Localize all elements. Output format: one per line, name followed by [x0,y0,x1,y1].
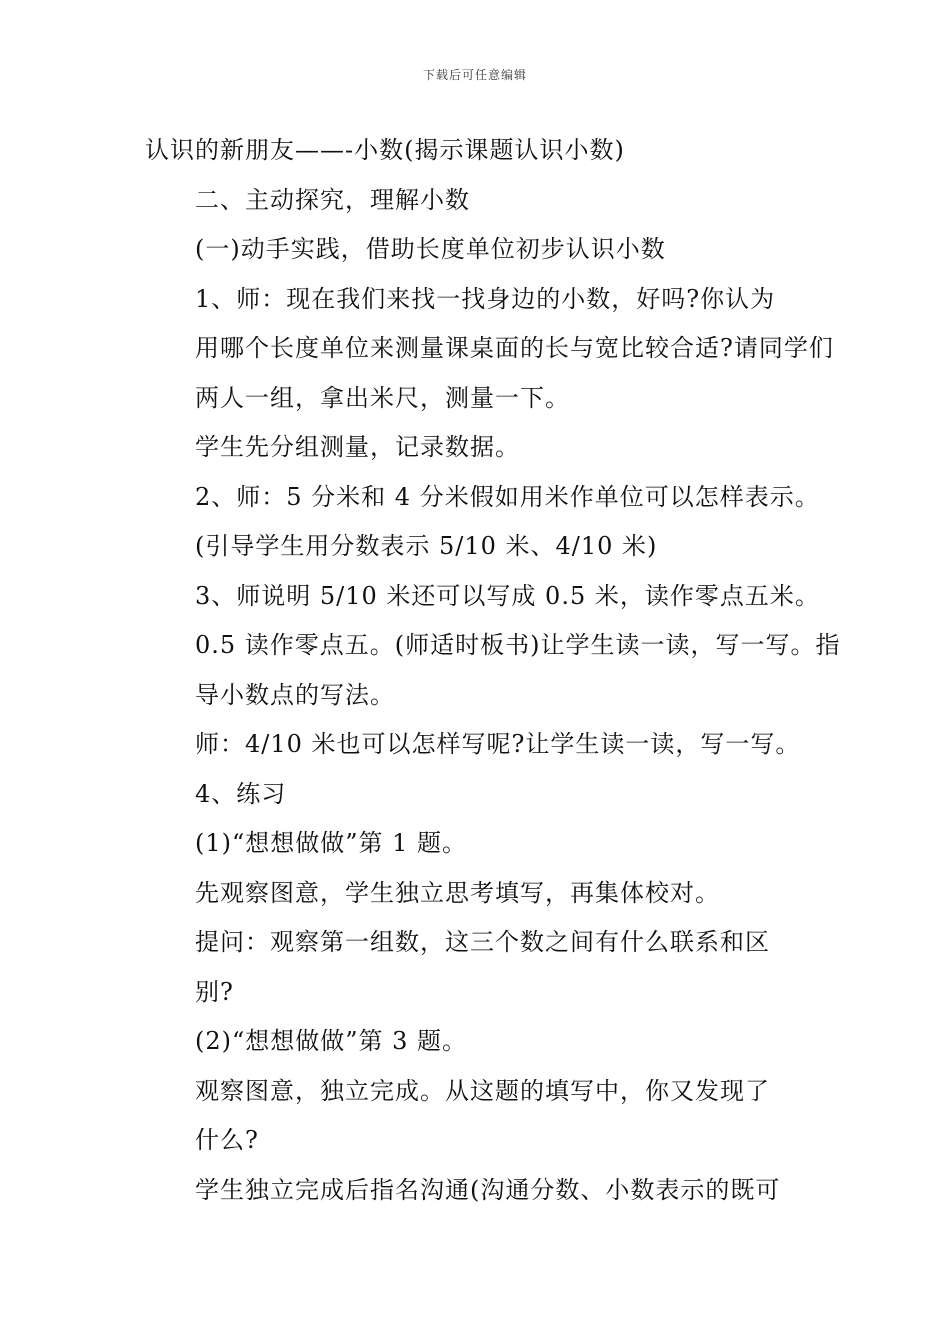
paragraph [145,572,841,721]
text-line: 2、师：5 分米和 4 分米假如用米作单位可以怎样表示。 [195,482,820,511]
text-line: 学生独立完成后指名沟通(沟通分数、小数表示的既可 [195,1175,781,1204]
text-line: 0.5 读作零点五。(师适时板书)让学生读一读，写一写。指 [195,631,841,659]
paragraph [145,918,825,1017]
text-line: (1)“想想做做”第 1 题。 [195,829,468,857]
paragraph [145,770,825,820]
text-line: 学生先分组测量，记录数据。 [195,433,520,461]
text-line: 别? [195,977,234,1006]
paragraph [145,275,834,424]
text-line: 师：4/10 米也可以怎样写呢?让学生读一读，写一写。 [195,730,801,758]
text-line: 提问：观察第一组数，这三个数之间有什么联系和区 [195,928,770,956]
text-line: 两人一组，拿出米尺，测量一下。 [195,383,570,412]
paragraph [145,869,825,919]
paragraph [145,720,825,770]
text-line: 3、师说明 5/10 米还可以写成 0.5 米，读作零点五米。 [195,581,820,610]
text-line: (引导学生用分数表示 5/10 米、4/10 米) [195,532,658,560]
text-line: 观察图意，独立完成。从这题的填写中，你又发现了 [195,1076,770,1105]
text-line: 二、主动探究，理解小数 [195,185,470,214]
paragraph [145,819,825,869]
text-line: 认识的新朋友——-小数(揭示课题认识小数) [145,136,625,164]
paragraph [145,1166,825,1216]
text-line: 1、师：现在我们来找一找身边的小数，好吗?你认为 [195,284,776,313]
text-line: 4、练习 [195,779,287,808]
text-line: (2)“想想做做”第 3 题。 [195,1027,468,1055]
page-header: 下载后可任意编辑 [422,68,527,82]
paragraph [145,176,825,226]
paragraph [145,1067,825,1166]
paragraph [145,225,825,275]
paragraph [145,423,825,473]
text-line: 什么? [195,1126,259,1154]
text-line: 用哪个长度单位来测量课桌面的长与宽比较合适?请同学们 [195,334,834,362]
paragraph [145,126,825,176]
paragraph [145,1017,825,1067]
paragraph [145,473,825,572]
text-line: (一)动手实践，借助长度单位初步认识小数 [195,235,666,263]
text-line: 先观察图意，学生独立思考填写，再集体校对。 [195,878,720,907]
text-line: 导小数点的写法。 [195,680,395,709]
document-body [145,126,841,1215]
